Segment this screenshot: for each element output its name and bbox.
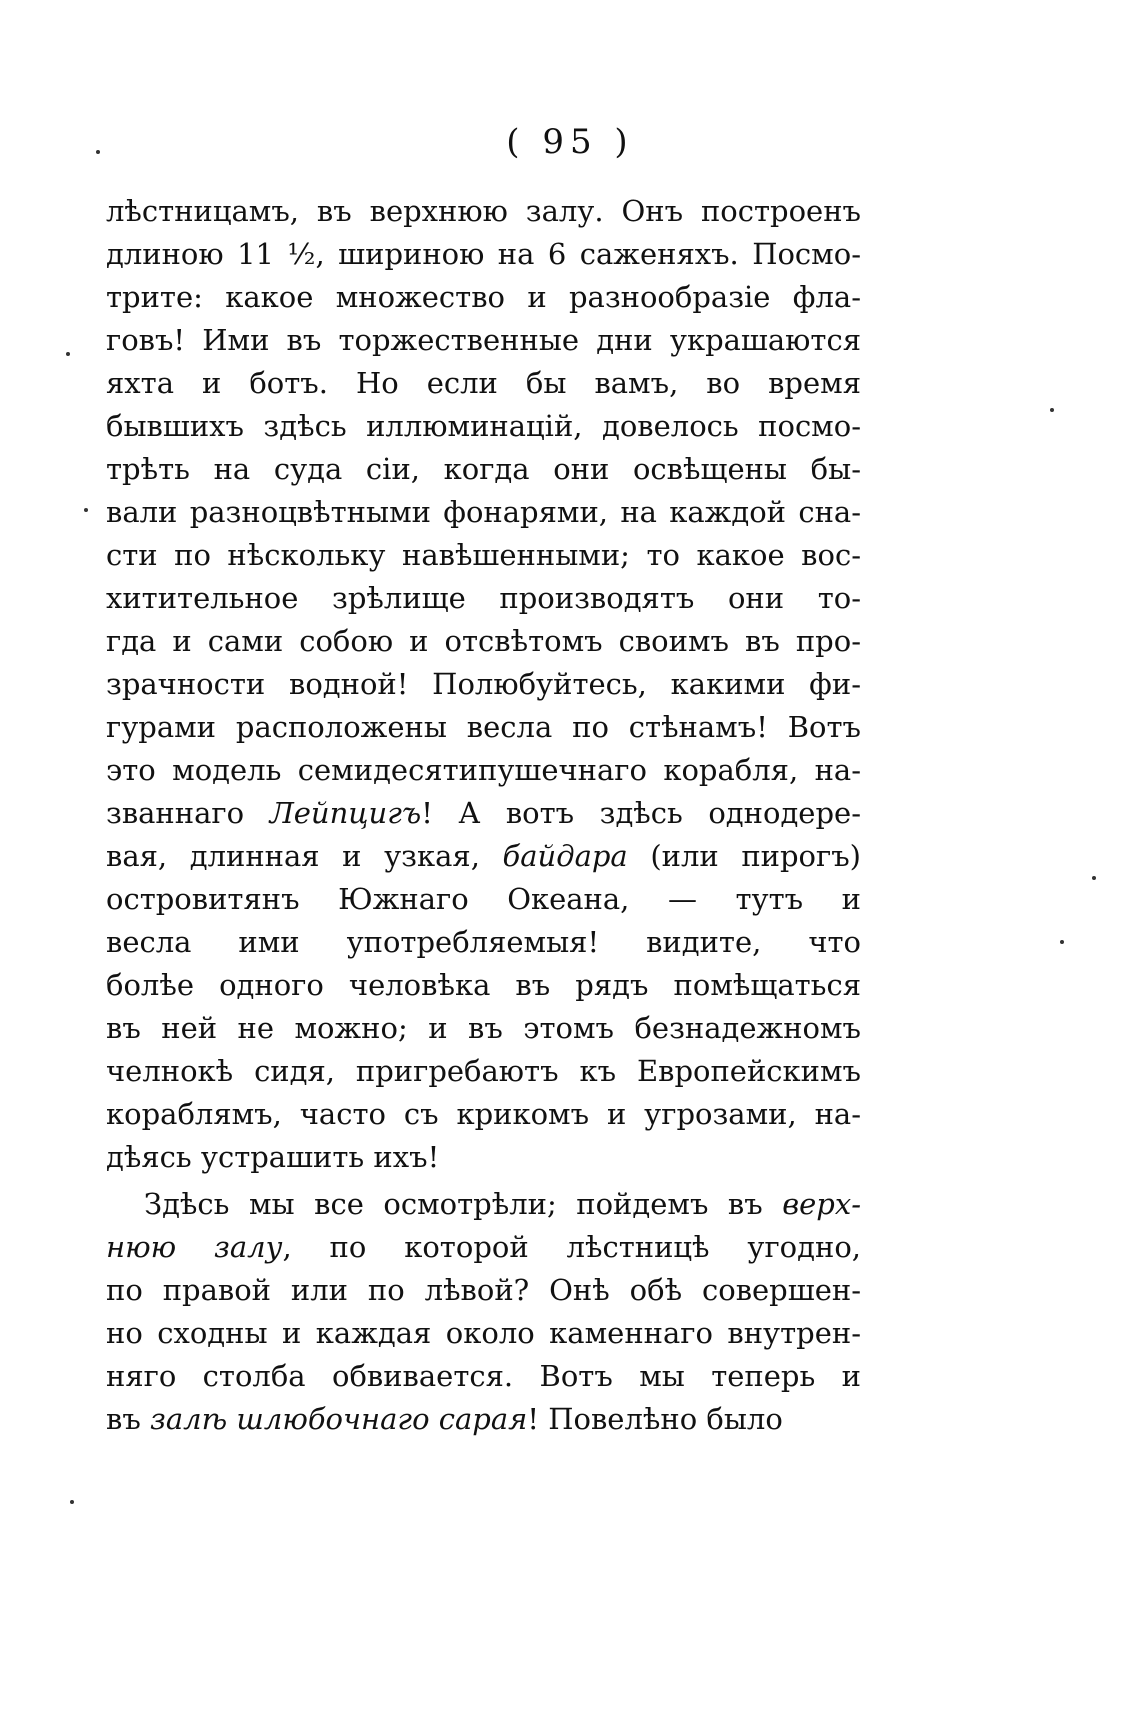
text-line xyxy=(106,1312,861,1355)
text-segment: длиною 11 ½, шириною на 6 саженяхъ. Посмо- xyxy=(106,237,861,271)
text-segment: лѣстницамъ, въ верхнюю залу. Онъ построенъ xyxy=(106,194,861,228)
text-segment: островитянъ Южнаго Океана, — тутъ и xyxy=(106,882,861,916)
text-line xyxy=(106,448,861,491)
text-segment: яхта и ботъ. Но если бы вамъ, во время xyxy=(106,366,861,400)
page-number: ( 95 ) xyxy=(506,122,634,162)
text-segment: по правой или по лѣвой? Онѣ обѣ совершен- xyxy=(106,1273,861,1307)
text-line xyxy=(106,534,861,577)
text-line xyxy=(106,1093,861,1136)
paragraph-1 xyxy=(106,190,861,1179)
italic-text: байдара xyxy=(502,839,628,873)
text-segment: сти по нѣскольку навѣшенными; то какое вос- xyxy=(106,538,861,572)
text-line xyxy=(106,749,861,792)
text-segment: кораблямъ, часто съ крикомъ и угрозами, на- xyxy=(106,1097,861,1131)
text-line xyxy=(106,1398,861,1441)
text-segment: бывшихъ здѣсь иллюминацій, довелось посмо- xyxy=(106,409,861,443)
italic-text: залѣ шлюбочнаго сарая xyxy=(150,1402,528,1436)
text-line xyxy=(106,663,861,706)
text-segment: гда и сами собою и отсвѣтомъ своимъ въ про- xyxy=(106,624,861,658)
text-line xyxy=(106,276,861,319)
body-text xyxy=(106,190,861,1441)
text-segment: (или пирогъ) xyxy=(627,839,861,873)
text-line xyxy=(106,878,861,921)
paragraph-2 xyxy=(106,1183,861,1441)
scan-speck xyxy=(84,508,88,512)
text-segment: дѣясь устрашить ихъ! xyxy=(106,1140,440,1174)
text-segment: Здѣсь мы все осмотрѣли; пойдемъ въ xyxy=(144,1187,783,1221)
italic-text: верх- xyxy=(782,1187,861,1221)
text-line xyxy=(106,1269,861,1312)
italic-text: Лейпцигъ xyxy=(269,796,422,830)
text-line xyxy=(106,706,861,749)
text-segment: хитительное зрѣлище производятъ они то- xyxy=(106,581,861,615)
text-segment: трите: какое множество и разнообразіе фла- xyxy=(106,280,861,314)
text-segment: болѣе одного человѣка въ рядъ помѣщаться xyxy=(106,968,861,1002)
scan-speck xyxy=(1092,876,1096,880)
scan-speck xyxy=(96,150,100,154)
text-line xyxy=(106,1050,861,1093)
scan-speck xyxy=(70,1500,74,1504)
italic-text: нюю залу xyxy=(106,1230,283,1264)
text-segment: вая, длинная и узкая, xyxy=(106,839,503,873)
text-line xyxy=(106,1183,861,1226)
text-segment: но сходны и каждая около каменнаго внутрен- xyxy=(106,1316,861,1350)
text-line xyxy=(106,233,861,276)
text-segment: няго столба обвивается. Вотъ мы теперь и xyxy=(106,1359,861,1393)
text-line xyxy=(106,1355,861,1398)
text-segment: весла ими употребляемыя! видите, что xyxy=(106,925,861,959)
text-segment: ! А вотъ здѣсь однодере- xyxy=(421,796,861,830)
text-segment: званнаго xyxy=(106,796,270,830)
text-segment: трѣть на суда сіи, когда они освѣщены бы- xyxy=(106,452,861,486)
text-segment: говъ! Ими въ торжественные дни украшаются xyxy=(106,323,861,357)
text-line xyxy=(106,405,861,448)
text-segment: въ xyxy=(106,1402,150,1436)
text-segment: въ ней не можно; и въ этомъ безнадежномъ xyxy=(106,1011,861,1045)
text-line xyxy=(106,835,861,878)
text-line xyxy=(106,964,861,1007)
text-line xyxy=(106,491,861,534)
text-line xyxy=(106,1007,861,1050)
text-segment: гурами расположены весла по стѣнамъ! Вотъ xyxy=(106,710,861,744)
text-segment: это модель семидесятипушечнаго корабля, на- xyxy=(106,753,861,787)
text-line xyxy=(106,1226,861,1269)
text-line xyxy=(106,577,861,620)
text-segment: , по которой лѣстницѣ угодно, xyxy=(282,1230,862,1264)
text-line xyxy=(106,792,861,835)
text-line xyxy=(106,921,861,964)
text-segment: ! Повелѣно было xyxy=(527,1402,783,1436)
text-line xyxy=(106,362,861,405)
scan-speck xyxy=(1060,940,1064,944)
text-segment: челнокѣ сидя, пригребаютъ къ Европейскимъ xyxy=(106,1054,861,1088)
text-line xyxy=(106,319,861,362)
scan-speck xyxy=(1050,408,1054,412)
text-line xyxy=(106,190,861,233)
text-segment: зрачности водной! Полюбуйтесь, какими фи- xyxy=(106,667,861,701)
text-line xyxy=(106,620,861,663)
scan-speck xyxy=(66,352,70,356)
text-line xyxy=(106,1136,861,1179)
text-segment: вали разноцвѣтными фонарями, на каждой сна- xyxy=(106,495,861,529)
